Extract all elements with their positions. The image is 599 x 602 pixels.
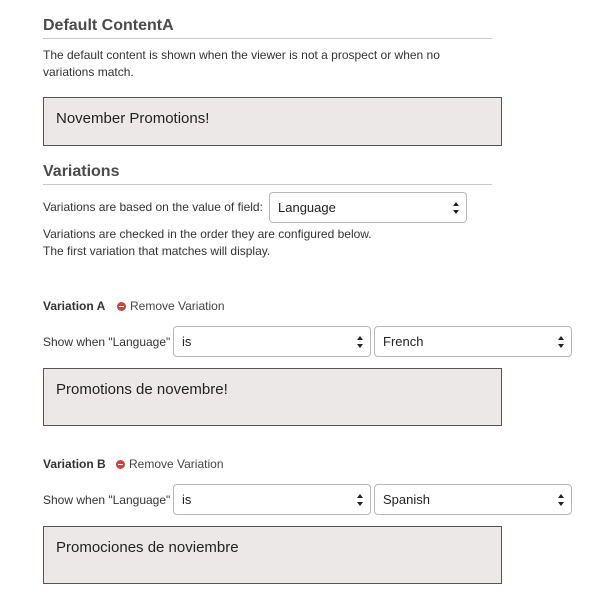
value-value: Spanish: [383, 492, 430, 507]
remove-icon: [116, 460, 125, 469]
select-arrows-icon: [557, 335, 565, 349]
variation-a-content-editor[interactable]: Promotions de novembre!: [43, 368, 502, 426]
select-arrows-icon: [557, 493, 565, 507]
value-value: French: [383, 334, 424, 349]
remove-label: Remove Variation: [129, 457, 224, 471]
operator-value: is: [182, 492, 192, 507]
order-note: Variations are checked in the order they are configured below. The first variation that matches will display.: [43, 227, 372, 258]
select-arrows-icon: [452, 201, 460, 215]
select-arrows-icon: [356, 335, 364, 349]
field-select-value: Language: [278, 200, 336, 215]
field-select[interactable]: [269, 192, 467, 223]
default-content-description: The default content is shown when the viewer is not a prospect or when no variations match.: [43, 48, 440, 79]
default-content-title: Default ContentA: [43, 17, 492, 39]
variations-title: Variations: [43, 163, 492, 185]
variation-b-value-select[interactable]: [374, 484, 572, 515]
variation-b-show-when: Show when "Language": [43, 493, 171, 507]
remove-icon: [117, 302, 126, 311]
variation-a-label: Variation A: [43, 299, 106, 313]
select-arrows-icon: [356, 493, 364, 507]
variation-a-remove-button[interactable]: [117, 299, 225, 313]
default-content-editor[interactable]: November Promotions!: [43, 97, 502, 146]
operator-value: is: [182, 334, 192, 349]
variation-a-operator-select[interactable]: [173, 326, 371, 357]
variation-b-operator-select[interactable]: [173, 484, 371, 515]
remove-label: Remove Variation: [130, 299, 225, 313]
variation-a-show-when: Show when "Language": [43, 335, 171, 349]
variation-b-label: Variation B: [43, 457, 106, 471]
variation-b-content-editor[interactable]: Promociones de noviembre: [43, 526, 502, 584]
based-on-label: Variations are based on the value of field:: [43, 200, 263, 214]
variation-a-value-select[interactable]: [374, 326, 572, 357]
variation-b-remove-button[interactable]: [116, 457, 224, 471]
